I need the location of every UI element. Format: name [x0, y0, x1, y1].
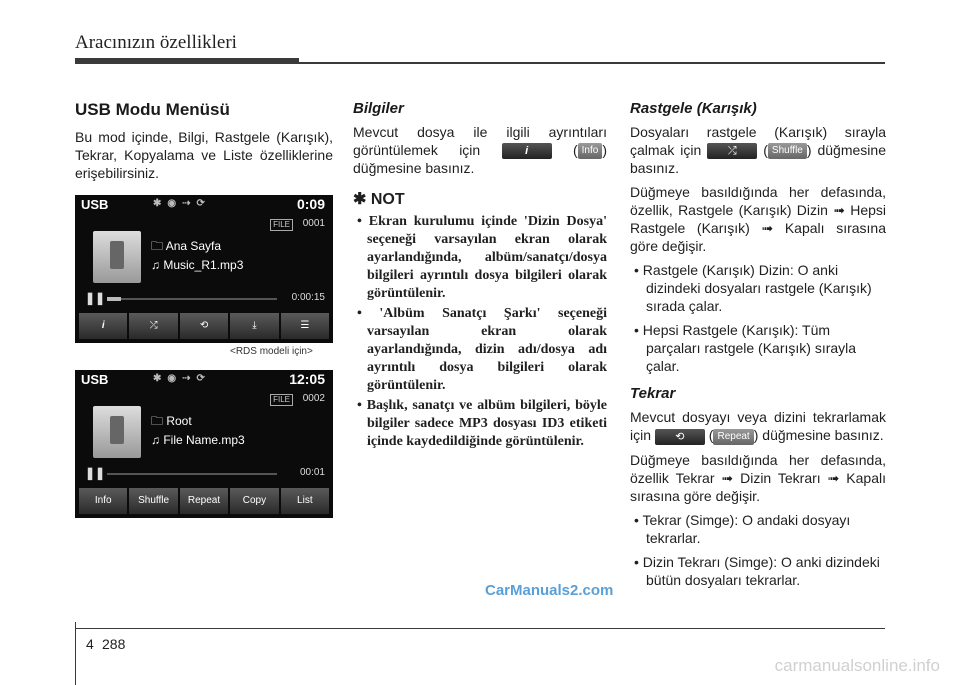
shuffle-sequence: Düğmeye basıldığında her defasında, özellik, Rastgele (Karışık) Dizin ➟ Hepsi Rastgele (Karışık) ➟ Kapalı sırasına göre değişir. — [630, 184, 886, 255]
usb-drive-icon — [93, 231, 141, 283]
copy-icon[interactable]: ⤓ — [230, 313, 278, 339]
repeat-icon[interactable]: ⟲ — [180, 313, 228, 339]
file-tag: FILE — [270, 394, 293, 406]
text-toolbar — [79, 488, 329, 514]
clock: 0:09 — [296, 196, 325, 212]
shuffle-label-chip: Shuffle — [768, 143, 807, 159]
repeat-button[interactable]: Repeat — [180, 488, 228, 514]
watermark-link[interactable]: CarManuals2.com — [485, 582, 614, 599]
info-paragraph: Mevcut dosya ile ilgili ayrıntıları görüntülemek için i ( Info ) düğmesine basınız. — [353, 124, 607, 177]
status-icons: ✱◉⇢⟳ — [153, 198, 211, 209]
track-name: ♫ Music_R1.mp3 — [151, 258, 244, 272]
progress-bar[interactable] — [107, 473, 277, 475]
progress-bar[interactable] — [107, 298, 277, 300]
clock: 12:05 — [289, 371, 325, 387]
repeat-list — [630, 511, 886, 589]
shuffle-list — [630, 261, 886, 375]
note-item: • Ekran kurulumu içinde 'Dizin Dosya' seçeneği varsayılan ekran olarak ayarlandığında, albüm/sanatçı/dosya bilgileri ayrıntılı dosya bilgileri olarak görüntülenir. — [357, 214, 608, 302]
shuffle-button[interactable]: Shuffle — [129, 488, 177, 514]
section-heading-shuffle: Rastgele (Karışık) — [630, 100, 757, 117]
folder-name: 🗀 Root — [151, 414, 192, 428]
info-button[interactable]: Info — [79, 488, 127, 514]
section-heading-usb: USB Modu Menüsü — [75, 100, 230, 119]
file-tag: FILE — [270, 219, 293, 231]
note-item: • 'Albüm Sanatçı Şarkı' seçeneği varsayılan ekran olarak ayarlandığında, dizin adı/dosya adı ayrıntılı dosya bilgileri olarak görüntülenir. — [357, 306, 607, 394]
info-label-chip: Info — [578, 143, 603, 159]
screen-status-bar — [75, 195, 333, 215]
list-icon[interactable]: ☰ — [281, 313, 329, 339]
shuffle-paragraph: Dosyaları rastgele (Karışık) sırayla çalmak için ⤮ ( Shuffle ) düğmesine basınız. — [630, 124, 886, 177]
site-watermark: carmanualsonline.info — [774, 656, 940, 675]
source-label: USB — [81, 197, 109, 212]
progress-row — [85, 468, 325, 480]
source-label: USB — [81, 372, 109, 387]
footer-vertical-rule — [75, 622, 76, 685]
status-icons: ✱◉⇢⟳ — [153, 373, 211, 384]
file-number: 0001 — [302, 218, 325, 229]
repeat-label-chip: Repeat — [713, 429, 753, 445]
folder-name: 🗀 Ana Sayfa — [151, 239, 222, 253]
column-info — [353, 100, 607, 453]
elapsed-time: 0:00:15 — [291, 292, 325, 303]
pause-icon: ❚❚ — [85, 291, 106, 305]
header-rule-thick — [75, 58, 299, 64]
running-header: Aracınızın özellikleri — [75, 32, 237, 53]
column-usb-menu — [75, 100, 333, 188]
section-heading-info: Bilgiler — [353, 100, 404, 117]
chapter-number: 4 — [86, 636, 94, 652]
icon-toolbar — [79, 313, 329, 339]
info-icon[interactable]: i — [79, 313, 127, 339]
header-rule-thin — [299, 62, 885, 64]
progress-fill — [107, 297, 121, 301]
footer-rule — [75, 628, 885, 629]
shuffle-icon: ⤮ — [707, 143, 757, 159]
note-heading: ✱ NOT — [353, 191, 405, 209]
track-name: ♫ File Name.mp3 — [151, 433, 245, 447]
usb-screen-rds — [75, 195, 333, 343]
list-item: • Tekrar (Simge): O andaki dosyayı tekrarlar. — [634, 511, 851, 546]
screen-status-bar — [75, 370, 333, 390]
note-list — [353, 213, 607, 451]
file-number: 0002 — [302, 393, 325, 404]
page-number: 288 — [102, 636, 126, 652]
screen-caption: <RDS modeli için> — [230, 346, 313, 357]
note-item: • Başlık, sanatçı ve albüm bilgileri, böyle bilgiler sadece MP3 dosyası ID3 etiketi içinde kaydedildiğinde görüntülenir. — [357, 398, 607, 450]
elapsed-time: 00:01 — [299, 467, 325, 478]
progress-row — [85, 293, 325, 305]
usb-screen-standard — [75, 370, 333, 518]
list-item: • Dizin Tekrarı (Simge): O anki dizindeki bütün dosyaları tekrarlar. — [634, 553, 880, 588]
repeat-paragraph: Mevcut dosyayı veya dizini tekrarlamak için ⟲ ( Repeat ) düğmesine basınız. — [630, 409, 886, 444]
usb-drive-icon — [93, 406, 141, 458]
list-item: • Hepsi Rastgele (Karışık): Tüm parçaları rastgele (Karışık) sırayla çalar. — [634, 322, 857, 375]
list-item: • Rastgele (Karışık) Dizin: O anki dizindeki dosyaları rastgele (Karışık) sırada çalar. — [634, 262, 872, 315]
repeat-icon: ⟲ — [655, 429, 705, 445]
repeat-sequence: Düğmeye basıldığında her defasında, özellik Tekrar ➟ Dizin Tekrarı ➟ Kapalı sırasına göre değişir. — [630, 451, 886, 504]
usb-intro: Bu mod içinde, Bilgi, Rastgele (Karışık), Tekrar, Kopyalama ve Liste özelliklerine erişebilirsiniz. — [75, 129, 333, 181]
pause-icon: ❚❚ — [85, 466, 106, 480]
column-shuffle-repeat — [630, 100, 886, 595]
section-heading-repeat: Tekrar — [630, 385, 676, 403]
shuffle-icon[interactable]: ⤮ — [129, 313, 177, 339]
info-icon: i — [502, 143, 552, 159]
copy-button[interactable]: Copy — [230, 488, 278, 514]
list-button[interactable]: List — [281, 488, 329, 514]
